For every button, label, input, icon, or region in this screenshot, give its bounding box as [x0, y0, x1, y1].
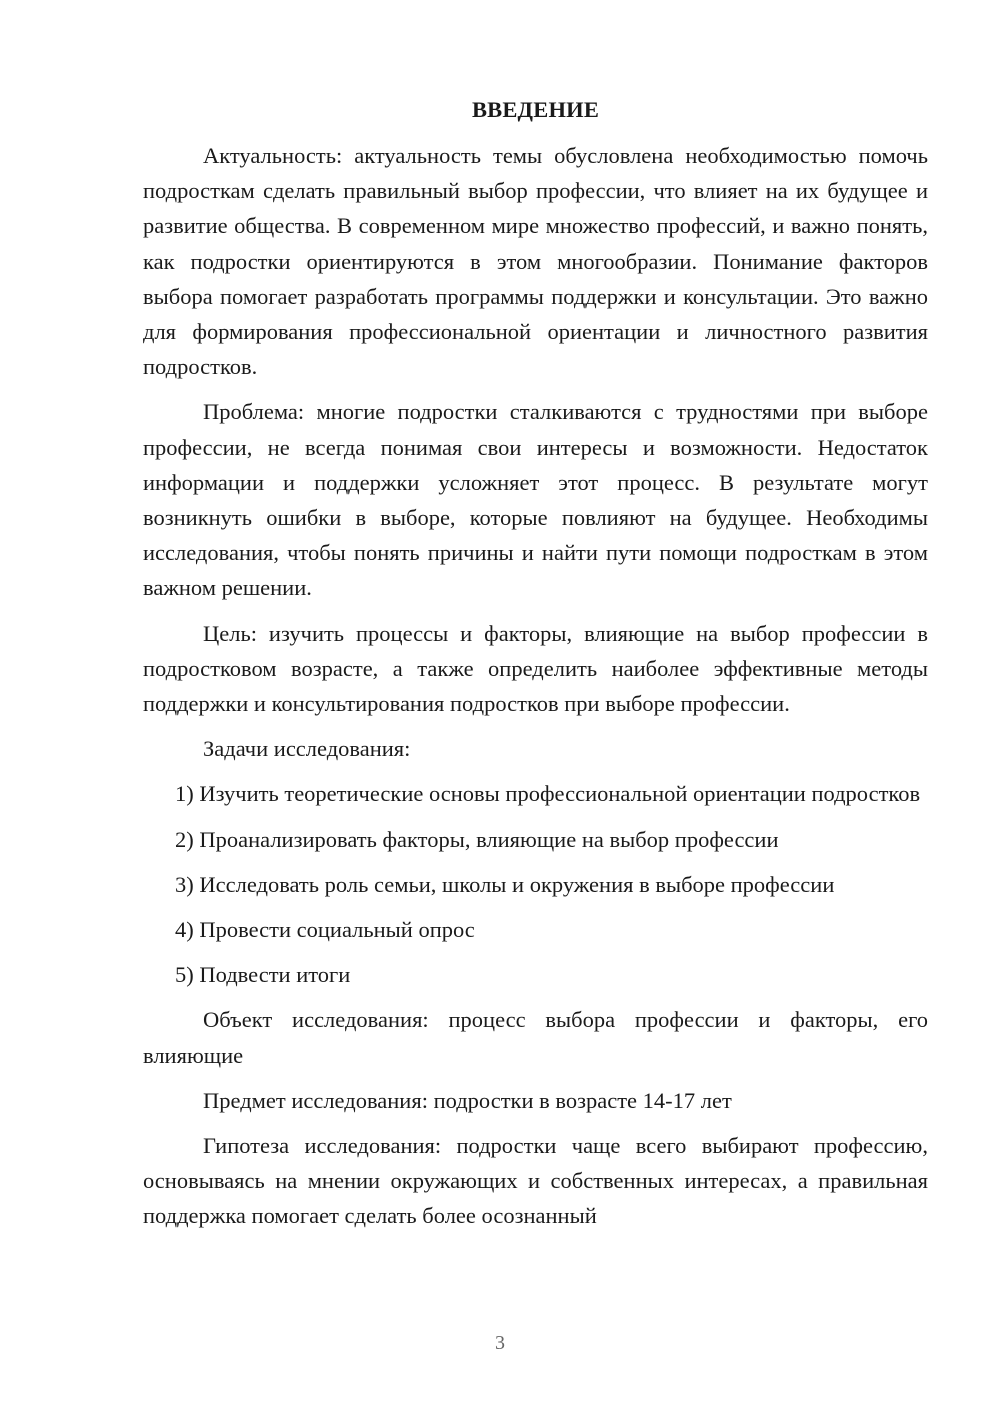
task-item-1: 1) Изучить теоретические основы профессиональной ориентации подростков	[175, 781, 921, 807]
hypothesis-paragraph: Гипотеза исследования: подростки чаще всего выбирают профессию, основываясь на мнении окружающих и собственных интересах, а правильная поддержка помогает сделать более осознанный	[143, 1133, 928, 1229]
page-content	[143, 92, 928, 1244]
problem-paragraph: Проблема: многие подростки сталкиваются с трудностями при выборе профессии, не всегда понимая свои интересы и возможности. Недостаток информации и поддержки усложняет этот процесс. В результате могут возникнуть ошибки в выборе, которые повлияют на будущее. Необходимы исследования, чтобы понять причины и найти пути помощи подросткам в этом важном решении.	[143, 399, 928, 601]
tasks-label: Задачи исследования:	[203, 736, 411, 762]
subject-paragraph: Предмет исследования: подростки в возрасте 14-17 лет	[203, 1087, 732, 1113]
task-item-2: 2) Проанализировать факторы, влияющие на выбор профессии	[175, 826, 779, 852]
relevance-paragraph: Актуальность: актуальность темы обусловлена необходимостью помочь подросткам сделать правильный выбор профессии, что влияет на их будущее и развитие общества. В современном мире множество профессий, и важно понять, как подростки ориентируются в этом многообразии. Понимание факторов выбора помогает разработать программы поддержки и консультации. Это важно для формирования профессиональной ориентации и личностного развития подростков.	[143, 143, 928, 380]
task-item-3: 3) Исследовать роль семьи, школы и окружения в выборе профессии	[175, 871, 835, 897]
page-number: 3	[495, 1332, 505, 1354]
object-paragraph: Объект исследования: процесс выбора профессии и факторы, его влияющие	[143, 1007, 928, 1068]
goal-paragraph: Цель: изучить процессы и факторы, влияющие на выбор профессии в подростковом возрасте, а также определить наиболее эффективные методы поддержки и консультирования подростков при выборе профессии.	[143, 620, 928, 717]
section-heading: ВВЕДЕНИЕ	[471, 97, 600, 122]
task-item-5: 5) Подвести итоги	[175, 962, 351, 988]
task-item-4: 4) Провести социальный опрос	[175, 917, 475, 943]
